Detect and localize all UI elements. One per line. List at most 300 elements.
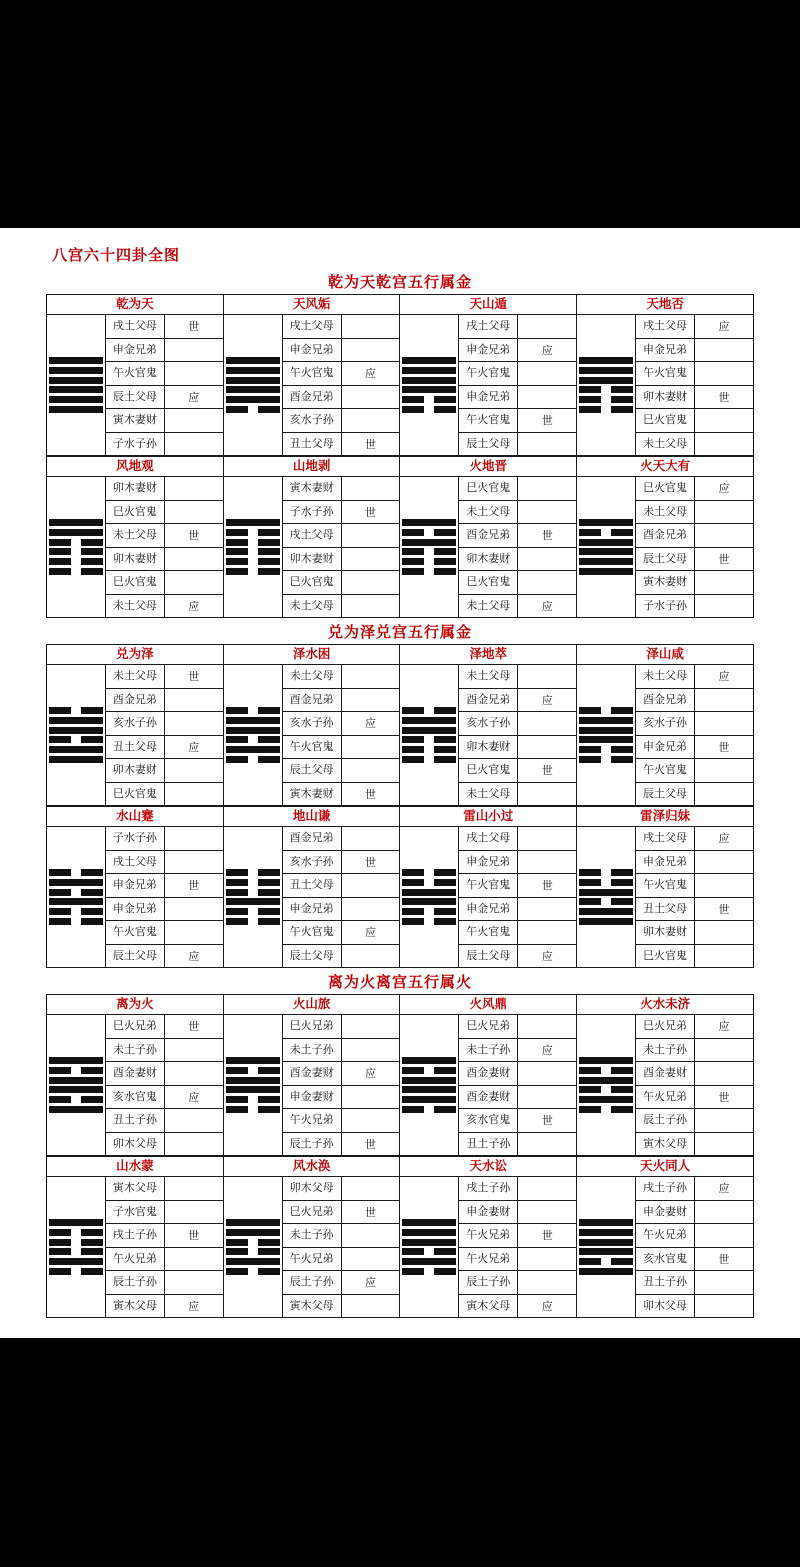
- hexagram-lines: [223, 477, 282, 618]
- line-label: 酉金兄弟: [282, 827, 341, 851]
- shi-ying-marker: [694, 944, 753, 968]
- line-label: 巳火官鬼: [282, 571, 341, 595]
- yang-line: [402, 1086, 456, 1093]
- yin-line: [49, 1096, 103, 1103]
- yin-line: [226, 1248, 280, 1255]
- yin-line: [402, 746, 456, 753]
- line-label: 申金兄弟: [459, 897, 518, 921]
- yang-line: [579, 357, 633, 364]
- yin-line: [226, 539, 280, 546]
- yang-line: [226, 898, 280, 905]
- shi-ying-marker: [164, 759, 223, 783]
- hexagram-lines: [400, 827, 459, 968]
- line-label: 辰土父母: [459, 944, 518, 968]
- shi-ying-marker: [694, 1271, 753, 1295]
- hexagram-lines: [577, 1177, 636, 1318]
- line-label: 辰土子孙: [459, 1271, 518, 1295]
- yin-line: [579, 746, 633, 753]
- line-label: 未土父母: [459, 594, 518, 618]
- shi-ying-marker: 世: [164, 665, 223, 689]
- line-label: 亥水官鬼: [636, 1247, 695, 1271]
- yin-line: [226, 707, 280, 714]
- line-label: 未土父母: [459, 500, 518, 524]
- hexagram-name: 风水涣: [223, 1157, 400, 1177]
- shi-ying-marker: 世: [518, 1109, 577, 1133]
- shi-ying-marker: [518, 432, 577, 456]
- yang-line: [226, 377, 280, 384]
- palace-heading: 离为火离宫五行属火: [327, 974, 472, 991]
- palace-section: [46, 968, 754, 1318]
- yang-line: [402, 1229, 456, 1236]
- line-label: 卯木妻财: [105, 547, 164, 571]
- line-label: 酉金兄弟: [459, 688, 518, 712]
- line-label: 寅木妻财: [282, 477, 341, 501]
- yin-line: [579, 1106, 633, 1113]
- hexagram-lines: [47, 1015, 106, 1156]
- shi-ying-marker: [518, 547, 577, 571]
- line-label: 丑土父母: [282, 432, 341, 456]
- yin-line: [579, 529, 633, 536]
- yin-line: [226, 1096, 280, 1103]
- yin-line: [49, 889, 103, 896]
- yang-line: [579, 1268, 633, 1275]
- yang-line: [226, 1077, 280, 1084]
- document-sheet: [0, 228, 800, 1338]
- yin-line: [226, 736, 280, 743]
- hexagram-group-table: [46, 994, 754, 1156]
- shi-ying-marker: [694, 1132, 753, 1156]
- hexagram-lines: [400, 315, 459, 456]
- shi-ying-marker: 应: [164, 385, 223, 409]
- yin-line: [579, 1086, 633, 1093]
- line-label: 巳火官鬼: [105, 500, 164, 524]
- shi-ying-marker: [341, 594, 400, 618]
- line-label: 午火官鬼: [105, 921, 164, 945]
- yang-line: [226, 717, 280, 724]
- yin-line: [402, 1106, 456, 1113]
- hexagram-lines: [223, 665, 282, 806]
- line-label: 丑土父母: [105, 735, 164, 759]
- shi-ying-marker: 世: [694, 735, 753, 759]
- hexagram-name: 泽地萃: [400, 645, 577, 665]
- line-label: 卯木妻财: [636, 385, 695, 409]
- yang-line: [579, 1077, 633, 1084]
- line-label: 未土子孙: [105, 1038, 164, 1062]
- shi-ying-marker: [694, 1294, 753, 1318]
- shi-ying-marker: [694, 571, 753, 595]
- yang-line: [49, 879, 103, 886]
- yang-line: [49, 1077, 103, 1084]
- line-label: 未土父母: [636, 432, 695, 456]
- yang-line: [226, 1258, 280, 1265]
- line-label: 子水子孙: [636, 594, 695, 618]
- hexagram-name: 泽水困: [223, 645, 400, 665]
- shi-ying-marker: [694, 759, 753, 783]
- shi-ying-marker: [164, 1038, 223, 1062]
- line-label: 卯木妻财: [459, 735, 518, 759]
- hexagram-lines: [47, 665, 106, 806]
- line-label: 申金兄弟: [636, 338, 695, 362]
- hexagram-lines: [577, 665, 636, 806]
- hexagram-name: 水山蹇: [47, 807, 224, 827]
- yang-line: [49, 367, 103, 374]
- shi-ying-marker: [518, 665, 577, 689]
- yin-line: [226, 1239, 280, 1246]
- yang-line: [49, 717, 103, 724]
- yin-line: [226, 558, 280, 565]
- line-label: 未土父母: [459, 782, 518, 806]
- shi-ying-marker: 世: [518, 874, 577, 898]
- shi-ying-marker: [164, 409, 223, 433]
- yin-line: [402, 396, 456, 403]
- line-label: 卯木妻财: [282, 547, 341, 571]
- shi-ying-marker: [694, 850, 753, 874]
- shi-ying-marker: [518, 827, 577, 851]
- shi-ying-marker: 应: [694, 1015, 753, 1039]
- shi-ying-marker: 世: [164, 1224, 223, 1248]
- shi-ying-marker: 世: [164, 1015, 223, 1039]
- shi-ying-marker: 应: [164, 1294, 223, 1318]
- yin-line: [49, 568, 103, 575]
- line-label: 巳火官鬼: [105, 782, 164, 806]
- yin-line: [402, 568, 456, 575]
- shi-ying-marker: [341, 735, 400, 759]
- line-label: 申金兄弟: [105, 338, 164, 362]
- shi-ying-marker: 世: [341, 782, 400, 806]
- yang-line: [402, 377, 456, 384]
- yang-line: [226, 746, 280, 753]
- line-label: 戌土子孙: [105, 1224, 164, 1248]
- hexagram-lines: [47, 827, 106, 968]
- shi-ying-marker: [518, 735, 577, 759]
- yin-line: [579, 1067, 633, 1074]
- line-label: 寅木父母: [105, 1294, 164, 1318]
- hexagram-name: 地山谦: [223, 807, 400, 827]
- table-row: [47, 665, 754, 689]
- shi-ying-marker: 世: [164, 874, 223, 898]
- hexagram-lines: [400, 665, 459, 806]
- yin-line: [579, 898, 633, 905]
- line-label: 午火官鬼: [282, 735, 341, 759]
- hexagram-name: 山水蒙: [47, 1157, 224, 1177]
- hexagram-name: 火山旅: [223, 995, 400, 1015]
- line-label: 酉金兄弟: [282, 688, 341, 712]
- shi-ying-marker: [164, 850, 223, 874]
- shi-ying-marker: [694, 432, 753, 456]
- shi-ying-marker: [341, 547, 400, 571]
- shi-ying-marker: 世: [694, 547, 753, 571]
- line-label: 申金兄弟: [282, 897, 341, 921]
- yin-line: [579, 707, 633, 714]
- hexagram-name: 天山遁: [400, 295, 577, 315]
- yin-line: [402, 558, 456, 565]
- line-label: 未土子孙: [636, 1038, 695, 1062]
- yin-line: [49, 558, 103, 565]
- shi-ying-marker: [164, 500, 223, 524]
- line-label: 戌土子孙: [636, 1177, 695, 1201]
- line-label: 午火官鬼: [636, 874, 695, 898]
- yin-line: [579, 869, 633, 876]
- shi-ying-marker: [518, 921, 577, 945]
- yang-line: [402, 717, 456, 724]
- hexagram-name-row: [47, 457, 754, 477]
- yang-line: [226, 396, 280, 403]
- line-label: 午火兄弟: [459, 1224, 518, 1248]
- shi-ying-marker: [694, 594, 753, 618]
- yin-line: [402, 908, 456, 915]
- line-label: 未土父母: [459, 665, 518, 689]
- line-label: 亥水子孙: [282, 409, 341, 433]
- yin-line: [49, 1268, 103, 1275]
- line-label: 寅木父母: [459, 1294, 518, 1318]
- shi-ying-marker: 世: [518, 524, 577, 548]
- shi-ying-marker: [518, 1247, 577, 1271]
- line-label: 未土子孙: [282, 1224, 341, 1248]
- yin-line: [402, 1268, 456, 1275]
- line-label: 寅木妻财: [282, 782, 341, 806]
- shi-ying-marker: 应: [164, 1085, 223, 1109]
- line-label: 子水官鬼: [105, 1200, 164, 1224]
- yang-line: [49, 1106, 103, 1113]
- yin-line: [579, 406, 633, 413]
- hexagram-lines: [223, 315, 282, 456]
- yang-line: [579, 1229, 633, 1236]
- line-label: 午火兄弟: [282, 1109, 341, 1133]
- hexagram-name: 离为火: [47, 995, 224, 1015]
- hexagram-name: 乾为天: [47, 295, 224, 315]
- shi-ying-marker: [164, 1109, 223, 1133]
- line-label: 巳火官鬼: [636, 944, 695, 968]
- shi-ying-marker: [164, 921, 223, 945]
- yang-line: [49, 529, 103, 536]
- shi-ying-marker: [518, 1200, 577, 1224]
- yang-line: [226, 367, 280, 374]
- shi-ying-marker: 世: [164, 315, 223, 339]
- yang-line: [402, 539, 456, 546]
- line-label: 未土子孙: [459, 1038, 518, 1062]
- palace-heading: 兑为泽兑宫五行属金: [327, 624, 472, 641]
- line-label: 巳火官鬼: [459, 759, 518, 783]
- yin-line: [402, 736, 456, 743]
- shi-ying-marker: 应: [518, 944, 577, 968]
- line-label: 亥水官鬼: [459, 1109, 518, 1133]
- shi-ying-marker: [164, 1177, 223, 1201]
- line-label: 酉金兄弟: [636, 524, 695, 548]
- hexagram-name-row: [47, 645, 754, 665]
- yin-line: [226, 1067, 280, 1074]
- line-label: 申金妻财: [636, 1200, 695, 1224]
- shi-ying-marker: [518, 1085, 577, 1109]
- line-label: 辰土父母: [105, 385, 164, 409]
- line-label: 辰土父母: [282, 944, 341, 968]
- yin-line: [226, 908, 280, 915]
- yang-line: [49, 357, 103, 364]
- line-label: 未土子孙: [282, 1038, 341, 1062]
- shi-ying-marker: 世: [341, 432, 400, 456]
- shi-ying-marker: [518, 850, 577, 874]
- yin-line: [49, 869, 103, 876]
- shi-ying-marker: [164, 897, 223, 921]
- line-label: 午火官鬼: [459, 874, 518, 898]
- yin-line: [579, 396, 633, 403]
- line-label: 巳火官鬼: [459, 477, 518, 501]
- yang-line: [402, 519, 456, 526]
- line-label: 未土父母: [636, 665, 695, 689]
- yin-line: [49, 548, 103, 555]
- line-label: 未土父母: [105, 524, 164, 548]
- line-label: 酉金妻财: [459, 1085, 518, 1109]
- shi-ying-marker: 应: [694, 315, 753, 339]
- shi-ying-marker: [694, 1224, 753, 1248]
- shi-ying-marker: [164, 571, 223, 595]
- hexagram-lines: [577, 477, 636, 618]
- yang-line: [579, 558, 633, 565]
- line-label: 巳火兄弟: [282, 1015, 341, 1039]
- line-label: 巳火兄弟: [636, 1015, 695, 1039]
- shi-ying-marker: [518, 362, 577, 386]
- line-label: 子水子孙: [105, 432, 164, 456]
- yin-line: [49, 1239, 103, 1246]
- hexagram-lines: [47, 477, 106, 618]
- line-label: 巳火兄弟: [459, 1015, 518, 1039]
- table-row: [47, 477, 754, 501]
- shi-ying-marker: [694, 874, 753, 898]
- hexagram-name: 山地剥: [223, 457, 400, 477]
- yang-line: [402, 1219, 456, 1226]
- yang-line: [226, 727, 280, 734]
- hexagram-lines: [577, 315, 636, 456]
- hexagram-name: 风地观: [47, 457, 224, 477]
- hexagram-lines: [400, 477, 459, 618]
- line-label: 申金兄弟: [282, 338, 341, 362]
- yang-line: [579, 377, 633, 384]
- yang-line: [579, 519, 633, 526]
- shi-ying-marker: [341, 1294, 400, 1318]
- yang-line: [49, 386, 103, 393]
- shi-ying-marker: [341, 665, 400, 689]
- hexagram-name-row: [47, 995, 754, 1015]
- yang-line: [579, 918, 633, 925]
- line-label: 卯木妻财: [105, 477, 164, 501]
- line-label: 巳火兄弟: [282, 1200, 341, 1224]
- shi-ying-marker: [518, 712, 577, 736]
- yang-line: [579, 717, 633, 724]
- shi-ying-marker: [164, 1271, 223, 1295]
- shi-ying-marker: [518, 1271, 577, 1295]
- line-label: 午火兄弟: [636, 1224, 695, 1248]
- shi-ying-marker: [694, 1109, 753, 1133]
- shi-ying-marker: [694, 712, 753, 736]
- line-label: 申金兄弟: [636, 735, 695, 759]
- shi-ying-marker: 应: [518, 688, 577, 712]
- shi-ying-marker: [164, 688, 223, 712]
- hexagram-lines: [47, 1177, 106, 1318]
- line-label: 子水子孙: [105, 827, 164, 851]
- line-label: 酉金兄弟: [105, 688, 164, 712]
- shi-ying-marker: [518, 1177, 577, 1201]
- line-label: 寅木妻财: [105, 409, 164, 433]
- hexagram-name: 泽山咸: [577, 645, 754, 665]
- line-label: 卯木妻财: [459, 547, 518, 571]
- shi-ying-marker: [341, 315, 400, 339]
- hexagram-group-table: [46, 644, 754, 806]
- hexagram-name: 雷山小过: [400, 807, 577, 827]
- hexagram-group-table: [46, 1156, 754, 1318]
- shi-ying-marker: 应: [518, 594, 577, 618]
- yin-line: [402, 918, 456, 925]
- hexagram-name: 天地否: [577, 295, 754, 315]
- shi-ying-marker: [164, 712, 223, 736]
- shi-ying-marker: [164, 547, 223, 571]
- table-row: [47, 827, 754, 851]
- line-label: 寅木父母: [105, 1177, 164, 1201]
- yin-line: [402, 406, 456, 413]
- sections-container: [0, 268, 800, 1318]
- yang-line: [49, 396, 103, 403]
- hexagram-name-row: [47, 295, 754, 315]
- shi-ying-marker: 应: [164, 735, 223, 759]
- shi-ying-marker: 应: [518, 1038, 577, 1062]
- yin-line: [226, 756, 280, 763]
- line-label: 戌土父母: [636, 827, 695, 851]
- line-label: 酉金兄弟: [282, 385, 341, 409]
- yang-line: [49, 1057, 103, 1064]
- shi-ying-marker: [164, 362, 223, 386]
- shi-ying-marker: [341, 1038, 400, 1062]
- table-row: [47, 315, 754, 339]
- line-label: 午火官鬼: [459, 362, 518, 386]
- line-label: 午火官鬼: [105, 362, 164, 386]
- line-label: 申金兄弟: [105, 897, 164, 921]
- yin-line: [49, 908, 103, 915]
- yang-line: [226, 1229, 280, 1236]
- line-label: 辰土父母: [636, 547, 695, 571]
- shi-ying-marker: [518, 477, 577, 501]
- yang-line: [402, 1258, 456, 1265]
- line-label: 午火兄弟: [636, 1085, 695, 1109]
- shi-ying-marker: [518, 571, 577, 595]
- yin-line: [579, 386, 633, 393]
- shi-ying-marker: [164, 1062, 223, 1086]
- yin-line: [226, 548, 280, 555]
- line-label: 戌土父母: [105, 315, 164, 339]
- line-label: 午火官鬼: [636, 362, 695, 386]
- palace-section: [46, 268, 754, 618]
- yang-line: [402, 727, 456, 734]
- hexagram-name: 天火同人: [577, 1157, 754, 1177]
- yin-line: [579, 756, 633, 763]
- yin-line: [402, 869, 456, 876]
- shi-ying-marker: [341, 571, 400, 595]
- yang-line: [49, 377, 103, 384]
- yang-line: [226, 386, 280, 393]
- yin-line: [226, 879, 280, 886]
- shi-ying-marker: 世: [341, 850, 400, 874]
- line-label: 未土父母: [105, 665, 164, 689]
- yang-line: [49, 1258, 103, 1265]
- line-label: 辰土子孙: [636, 1109, 695, 1133]
- line-label: 丑土父母: [282, 874, 341, 898]
- line-label: 申金妻财: [282, 1085, 341, 1109]
- line-label: 午火官鬼: [282, 921, 341, 945]
- hexagram-name: 雷泽归妹: [577, 807, 754, 827]
- line-label: 申金兄弟: [459, 385, 518, 409]
- line-label: 寅木父母: [636, 1132, 695, 1156]
- shi-ying-marker: [694, 362, 753, 386]
- shi-ying-marker: 应: [518, 338, 577, 362]
- yang-line: [226, 519, 280, 526]
- yin-line: [579, 879, 633, 886]
